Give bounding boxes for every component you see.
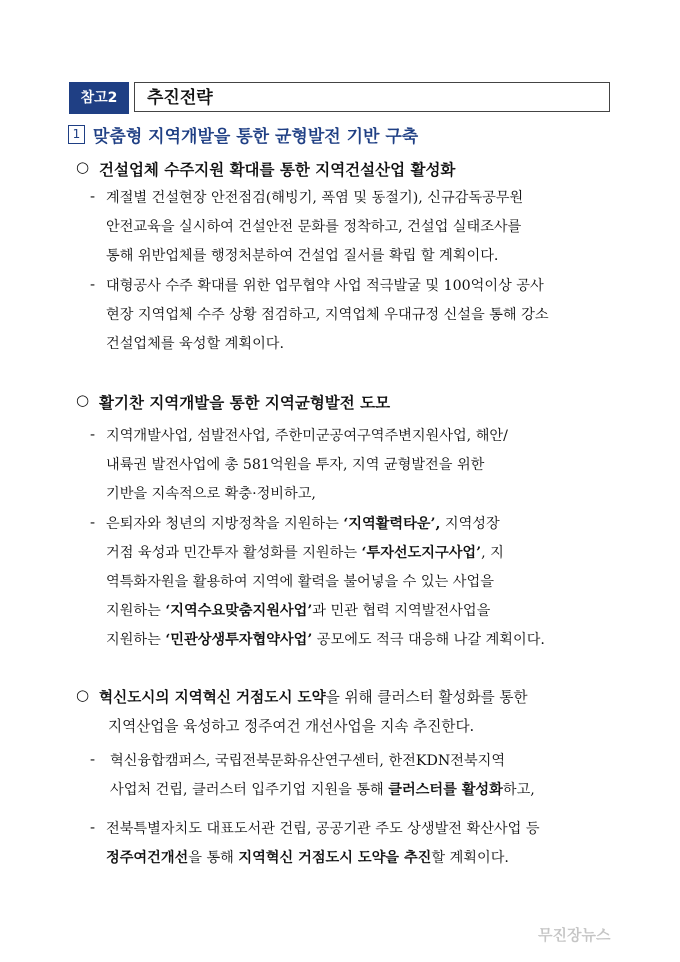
- dash-bullet-1-1: -: [90, 187, 96, 205]
- watermark-logo: 무진장뉴스: [538, 926, 611, 944]
- block2-item1-line1: 지역개발사업, 섬발전사업, 주한미군공여구역주변지원사업, 해안/: [106, 428, 508, 444]
- block2-item1-line3: 기반을 지속적으로 확충·정비하고,: [106, 486, 316, 502]
- block1-heading: 건설업체 수주지원 확대를 통한 지역건설산업 활성화: [99, 161, 456, 179]
- block3-heading-line2: 지역산업을 육성하고 정주여건 개선사업을 지속 추진한다.: [108, 718, 475, 735]
- block1-item1-line3: 통해 위반업체를 행정처분하여 건설업 질서를 확립 할 계획이다.: [106, 248, 499, 264]
- reference-tag: 참고2: [69, 82, 129, 114]
- block1-item2-line1: 대형공사 수주 확대를 위한 업무협약 사업 적극발굴 및 100억이상 공사: [106, 278, 544, 294]
- block3-item1-line2: 사업처 건립, 클러스터 입주기업 지원을 통해 클러스터를 활성화하고,: [110, 782, 535, 798]
- block3-item2-line1: 전북특별자치도 대표도서관 건립, 공공기관 주도 상생발전 확산사업 등: [106, 821, 540, 837]
- block2-item2-line3: 역특화자원을 활용하여 지역에 활력을 불어넣을 수 있는 사업을: [106, 574, 494, 590]
- dash-bullet-3-1: -: [90, 750, 96, 768]
- block3-item2-line2: 정주여건개선을 통해 지역혁신 거점도시 도약을 추진할 계획이다.: [106, 850, 509, 866]
- block2-item2-line5: 지원하는 ‘민관상생투자협약사업’ 공모에도 적극 대응해 나갈 계획이다.: [106, 632, 545, 648]
- block2-item2-line4: 지원하는 ‘지역수요맞춤지원사업’과 민관 협력 지역발전사업을: [106, 603, 491, 619]
- circle-bullet-1: ○: [76, 158, 90, 176]
- block1-item1-line2: 안전교육을 실시하여 건설안전 문화를 정착하고, 건설업 실태조사를: [106, 219, 522, 235]
- reference-header: [69, 82, 612, 114]
- block2-item2-line1: 은퇴자와 청년의 지방정착을 지원하는 ‘지역활력타운’, 지역성장: [106, 516, 500, 532]
- block1-item2-line3: 건설업체를 육성할 계획이다.: [106, 336, 284, 352]
- dash-bullet-3-2: -: [90, 818, 96, 836]
- section-title: 맞춤형 지역개발을 통한 균형발전 기반 구축: [93, 127, 419, 147]
- dash-bullet-2-2: -: [90, 513, 96, 531]
- circle-bullet-3: ○: [76, 686, 90, 704]
- block2-heading: 활기찬 지역개발을 통한 지역균형발전 도모: [99, 394, 391, 412]
- block2-item1-line2: 내륙권 발전사업에 총 581억원을 투자, 지역 균형발전을 위한: [106, 457, 485, 473]
- dash-bullet-1-2: -: [90, 275, 96, 293]
- block1-item1-line1: 계절별 건설현장 안전점검(해빙기, 폭염 및 동절기), 신규감독공무원: [106, 190, 524, 206]
- block1-item2-line2: 현장 지역업체 수주 상황 점검하고, 지역업체 우대규정 신설을 통해 강소: [106, 307, 549, 323]
- section-number-box: 1: [68, 125, 85, 144]
- page-title: 추진전략: [134, 82, 610, 112]
- block3-heading: 혁신도시의 지역혁신 거점도시 도약을 위해 클러스터 활성화를 통한: [99, 689, 528, 706]
- circle-bullet-2: ○: [76, 391, 90, 409]
- block2-item2-line2: 거점 육성과 민간투자 활성화를 지원하는 ‘투자선도지구사업’, 지: [106, 545, 504, 561]
- block3-item1-line1: 혁신융합캠퍼스, 국립전북문화유산연구센터, 한전KDN전북지역: [110, 753, 506, 769]
- dash-bullet-2-1: -: [90, 425, 96, 443]
